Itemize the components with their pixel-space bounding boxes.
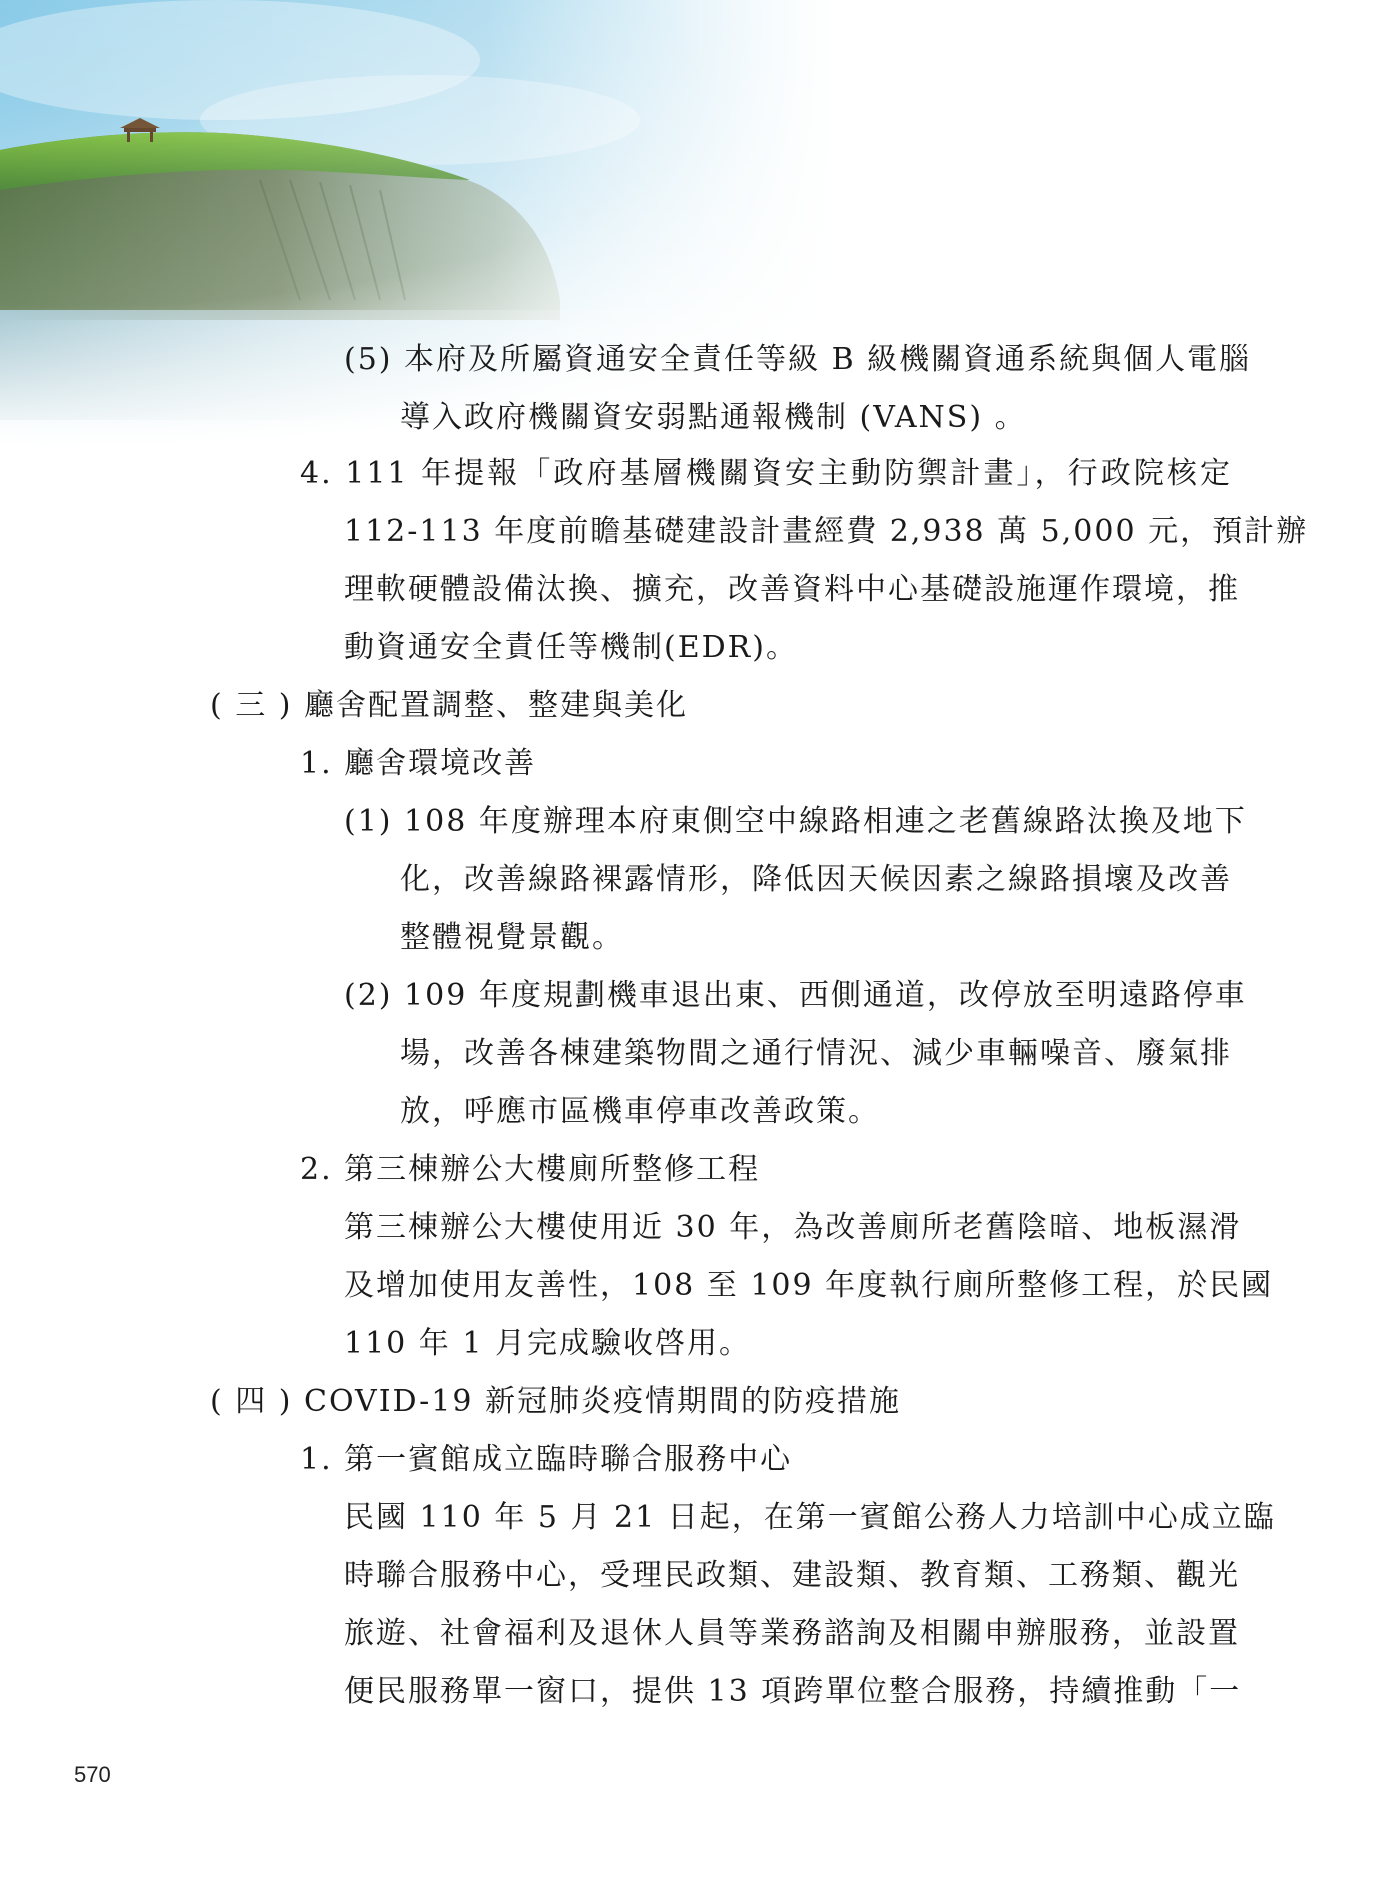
text-line: (2) 109 年度規劃機車退出東、西側通道，改停放至明遠路停車 <box>344 978 1247 1013</box>
text-line: 時聯合服務中心，受理民政類、建設類、教育類、工務類、觀光 <box>344 1558 1240 1593</box>
text-line: 旅遊、社會福利及退休人員等業務諮詢及相關申辦服務，並設置 <box>344 1616 1240 1651</box>
text-line: 化，改善線路裸露情形，降低因天候因素之線路損壞及改善 <box>400 862 1232 897</box>
section-heading: ( 四 ) COVID-19 新冠肺炎疫情期間的防疫措施 <box>210 1384 902 1419</box>
text-line: 第三棟辦公大樓使用近 30 年，為改善廁所老舊陰暗、地板濕滑 <box>344 1210 1242 1245</box>
text-line: 理軟硬體設備汰換、擴充，改善資料中心基礎設施運作環境，推 <box>344 572 1240 607</box>
text-line: 整體視覺景觀。 <box>400 920 624 955</box>
text-line: 便民服務單一窗口，提供 13 項跨單位整合服務，持續推動「一 <box>344 1674 1242 1709</box>
text-line: 4. 111 年提報「政府基層機關資安主動防禦計畫」，行政院核定 <box>300 456 1232 491</box>
text-line: 動資通安全責任等機制(EDR)。 <box>344 630 798 665</box>
subsection-heading: 2. 第三棟辦公大樓廁所整修工程 <box>300 1152 761 1187</box>
text-line: 民國 110 年 5 月 21 日起，在第一賓館公務人力培訓中心成立臨 <box>344 1500 1276 1535</box>
text-line: 112-113 年度前瞻基礎建設計畫經費 2,938 萬 5,000 元，預計辦 <box>344 514 1309 549</box>
text-line: 110 年 1 月完成驗收啓用。 <box>344 1326 751 1361</box>
text-line: 及增加使用友善性，108 至 109 年度執行廁所整修工程，於民國 <box>344 1268 1274 1303</box>
text-line: 導入政府機關資安弱點通報機制 (VANS) 。 <box>400 400 1027 435</box>
subsection-heading: 1. 第一賓館成立臨時聯合服務中心 <box>300 1442 793 1477</box>
text-line: (1) 108 年度辦理本府東側空中線路相連之老舊線路汰換及地下 <box>344 804 1247 839</box>
page-number: 570 <box>74 1762 111 1787</box>
text-line: (5) 本府及所屬資通安全責任等級 B 級機關資通系統與個人電腦 <box>344 342 1252 377</box>
text-line: 場，改善各棟建築物間之通行情況、減少車輛噪音、廢氣排 <box>400 1036 1232 1071</box>
text-line: 放，呼應市區機車停車改善政策。 <box>400 1094 880 1129</box>
subsection-heading: 1. 廳舍環境改善 <box>300 746 537 781</box>
section-heading: ( 三 ) 廳舍配置調整、整建與美化 <box>210 688 689 723</box>
